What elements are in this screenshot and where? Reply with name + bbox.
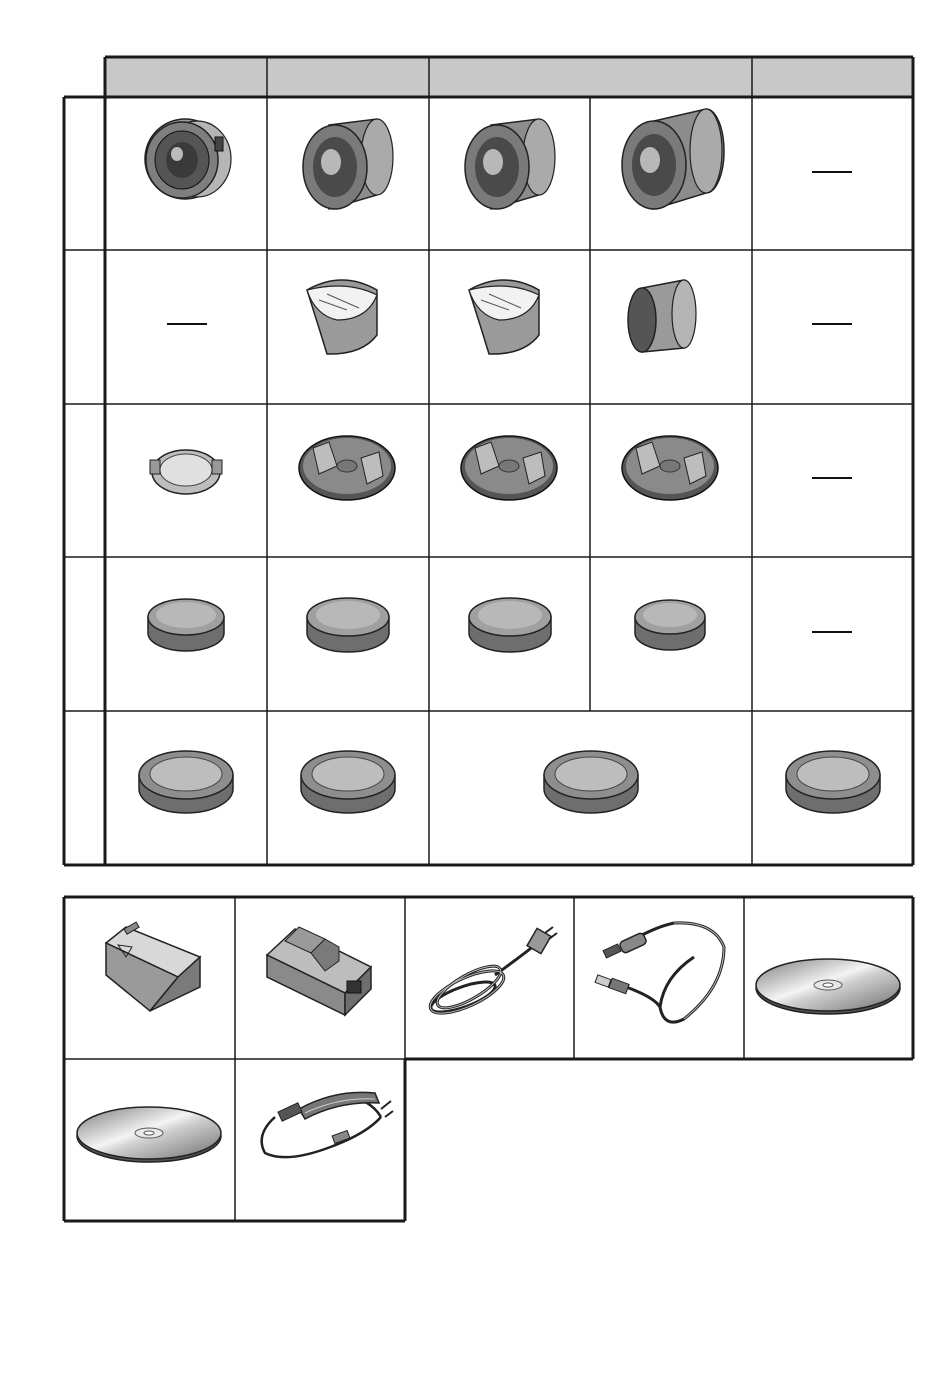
hood-tube [590,250,752,404]
cd-rom-icon [744,897,913,1059]
lens-cap-small [105,404,267,557]
hood-none-2 [752,250,913,404]
header-cell-3 [429,57,752,97]
ac-cable [405,897,574,1059]
rear-cap-2 [267,557,429,711]
none-dash-icon [105,250,267,404]
zoom-lens-icon [267,97,429,250]
body-cap-2 [267,711,429,865]
lens-cap-3 [590,404,752,557]
hood-petal-2 [429,250,590,404]
rear-cap-icon [590,557,752,711]
body-cap-1 [105,711,267,865]
lens-cap-icon [590,404,752,557]
pancake-lens-icon [105,97,267,250]
lens-cap-2 [429,404,590,557]
body-cap-icon [429,711,752,865]
lens-zoom-2 [429,97,590,250]
rear-cap-icon [429,557,590,711]
body-cap-3 [429,711,752,865]
shoulder-strap-icon [235,1059,405,1221]
body-cap-icon [105,711,267,865]
body-cap-icon [752,711,913,865]
none-dash-icon [752,404,913,557]
zoom-lens-icon [429,97,590,250]
cd-rom-icon [64,1059,235,1221]
shoulder-strap [235,1059,405,1221]
body-cap-icon [267,711,429,865]
header-cell-1 [105,57,267,97]
battery-charger [235,897,405,1059]
lens-cap-1 [267,404,429,557]
lens-telephoto [590,97,752,250]
rear-cap-1 [105,557,267,711]
lens-cap-icon [267,404,429,557]
cd-rom-2 [64,1059,235,1221]
none-dash-icon [752,557,913,711]
rear-cap-icon [267,557,429,711]
tube-hood-icon [590,250,752,404]
lens-zoom-1 [267,97,429,250]
body-cap-4 [752,711,913,865]
petal-hood-icon [429,250,590,404]
usb-cable-icon [574,897,744,1059]
rear-cap-icon [105,557,267,711]
header-cell-2 [267,57,429,97]
lens-cap-none [752,404,913,557]
telephoto-lens-icon [590,97,752,250]
lens-none [752,97,913,250]
rear-cap-none [752,557,913,711]
hood-none [105,250,267,404]
none-dash-icon [752,97,913,250]
lens-cap-icon [429,404,590,557]
battery-charger-icon [235,897,405,1059]
rear-cap-3 [429,557,590,711]
none-dash-icon [752,250,913,404]
small-lens-cap-icon [105,404,267,557]
rear-cap-4 [590,557,752,711]
ac-cable-icon [405,897,574,1059]
petal-hood-icon [267,250,429,404]
battery-pack [64,897,235,1059]
battery-pack-icon [64,897,235,1059]
header-cell-4 [752,57,913,97]
accessory-table-standard [0,880,950,1230]
hood-petal-1 [267,250,429,404]
usb-cable [574,897,744,1059]
lens-pancake [105,97,267,250]
cd-rom-1 [744,897,913,1059]
